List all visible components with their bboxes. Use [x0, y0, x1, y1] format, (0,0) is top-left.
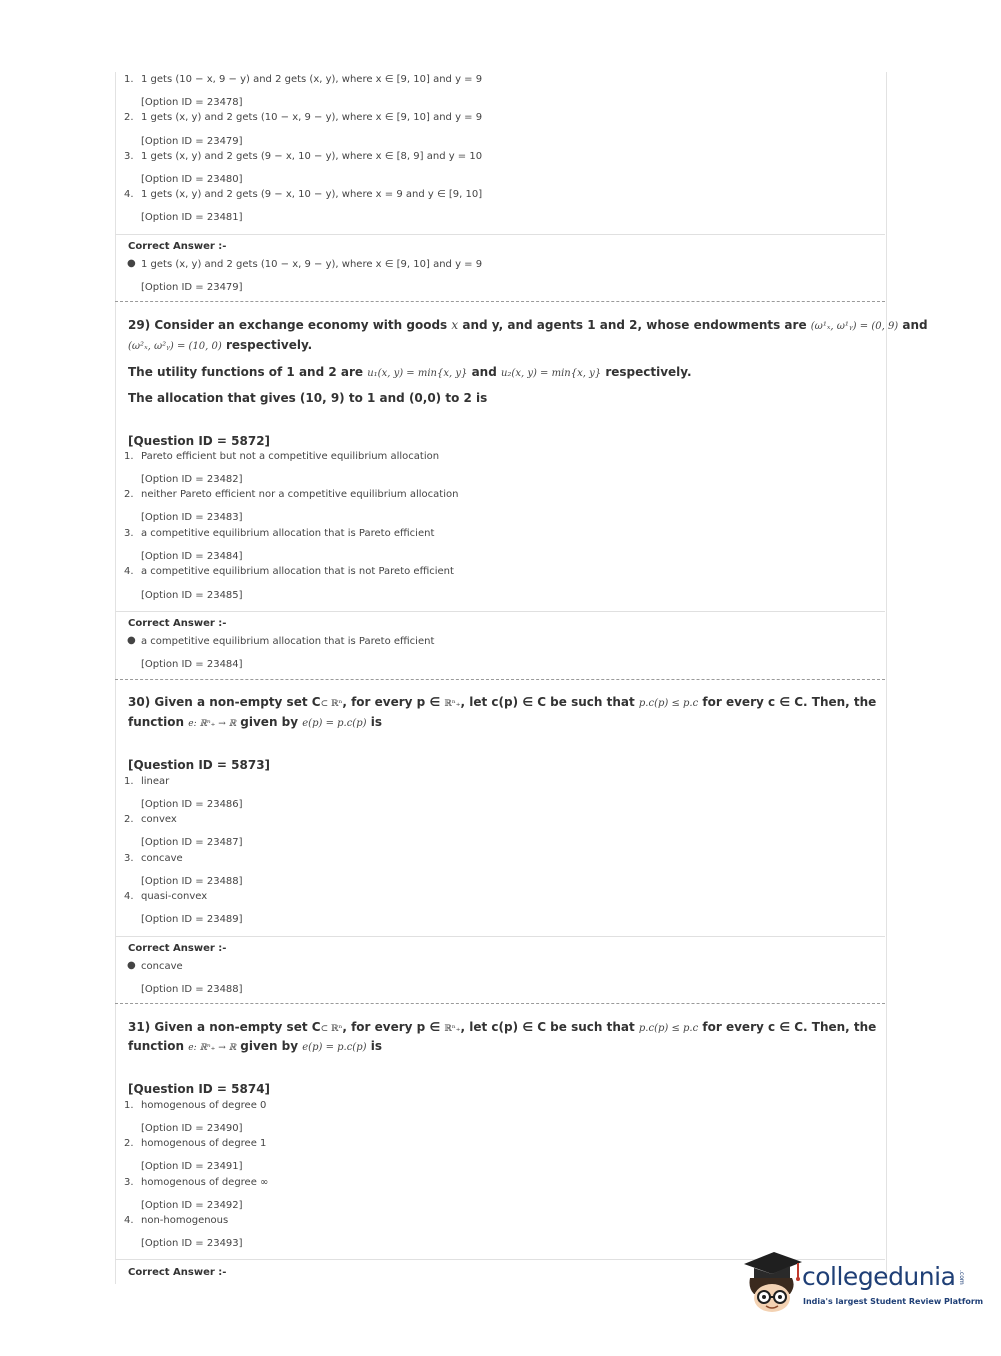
- option-text: a competitive equilibrium allocation that is Pareto efficient: [141, 528, 435, 539]
- option-text: homogenous of degree ∞: [141, 1177, 269, 1188]
- divider: [115, 936, 885, 937]
- option-id: [Option ID = 23487]: [141, 837, 243, 848]
- option-id: [Option ID = 23493]: [141, 1238, 243, 1249]
- option-number: 2.: [124, 489, 134, 500]
- question-text: The utility functions of 1 and 2 are u₁(x, y) = min{x, y} and u₂(x, y) = min{x, y} respectively.: [128, 365, 692, 379]
- option-id: [Option ID = 23478]: [141, 97, 243, 108]
- option-number: 4.: [124, 891, 134, 902]
- question-separator: [115, 679, 885, 680]
- option-text: homogenous of degree 1: [141, 1138, 267, 1149]
- option-id: [Option ID = 23484]: [141, 551, 243, 562]
- option-number: 3.: [124, 151, 134, 162]
- logo-tagline: India's largest Student Review Platform: [803, 1297, 984, 1306]
- option-id: [Option ID = 23488]: [141, 876, 243, 887]
- question-separator: [115, 301, 885, 302]
- divider: [115, 611, 885, 612]
- question-separator: [115, 1003, 885, 1004]
- question-text: The allocation that gives (10, 9) to 1 and (0,0) to 2 is: [128, 391, 488, 405]
- correct-answer-label: Correct Answer :-: [128, 618, 227, 629]
- option-id: [Option ID = 23481]: [141, 212, 243, 223]
- option-id: [Option ID = 23490]: [141, 1123, 243, 1134]
- option-number: 1.: [124, 451, 134, 462]
- question-text: function e: ℝⁿ₊ → ℝ given by e(p) = p.c(p) is: [128, 1039, 382, 1053]
- correct-answer-label: Correct Answer :-: [128, 241, 227, 252]
- question-text: 30) Given a non-empty set C⊂ ℝⁿ, for every p ∈ ℝⁿ₊, let c(p) ∈ C be such that p.c(p) ≤ p.c for every c ∈ C. Then, the: [128, 695, 877, 709]
- logo-dotcom: .com: [958, 1270, 965, 1285]
- divider: [115, 234, 885, 235]
- option-number: 3.: [124, 528, 134, 539]
- bullet: ●: [127, 635, 136, 646]
- option-text: 1 gets (x, y) and 2 gets (10 − x, 9 − y), where x ∈ [9, 10] and y = 9: [141, 112, 483, 123]
- option-text: non-homogenous: [141, 1215, 229, 1226]
- option-text: homogenous of degree 0: [141, 1100, 267, 1111]
- option-number: 4.: [124, 566, 134, 577]
- option-text: linear: [141, 776, 170, 787]
- option-number: 4.: [124, 189, 134, 200]
- option-number: 1.: [124, 74, 134, 85]
- option-id: [Option ID = 23492]: [141, 1200, 243, 1211]
- option-text: 1 gets (10 − x, 9 − y) and 2 gets (x, y), where x ∈ [9, 10] and y = 9: [141, 74, 483, 85]
- correct-answer-label: Correct Answer :-: [128, 943, 227, 954]
- option-id: [Option ID = 23479]: [141, 136, 243, 147]
- mascot-icon: [740, 1248, 804, 1316]
- bullet: ●: [127, 258, 136, 269]
- option-number: 2.: [124, 814, 134, 825]
- option-number: 1.: [124, 1100, 134, 1111]
- logo-wordmark: collegedunia: [802, 1262, 956, 1291]
- option-text: 1 gets (x, y) and 2 gets (9 − x, 10 − y), where x = 9 and y ∈ [9, 10]: [141, 189, 483, 200]
- option-id: [Option ID = 23480]: [141, 174, 243, 185]
- option-id: [Option ID = 23483]: [141, 512, 243, 523]
- correct-option-id: [Option ID = 23479]: [141, 282, 243, 293]
- correct-answer-label: Correct Answer :-: [128, 1267, 227, 1278]
- correct-answer-text: 1 gets (x, y) and 2 gets (10 − x, 9 − y), where x ∈ [9, 10] and y = 9: [141, 259, 483, 270]
- correct-option-id: [Option ID = 23484]: [141, 659, 243, 670]
- question-text: 31) Given a non-empty set C⊂ ℝⁿ, for every p ∈ ℝⁿ₊, let c(p) ∈ C be such that p.c(p) ≤ p.c for every c ∈ C. Then, the: [128, 1020, 877, 1034]
- option-text: a competitive equilibrium allocation that is not Pareto efficient: [141, 566, 454, 577]
- correct-option-id: [Option ID = 23488]: [141, 984, 243, 995]
- correct-answer-text: a competitive equilibrium allocation that is Pareto efficient: [141, 636, 435, 647]
- option-id: [Option ID = 23485]: [141, 590, 243, 601]
- question-id: [Question ID = 5874]: [128, 1082, 271, 1096]
- question-id: [Question ID = 5873]: [128, 758, 271, 772]
- option-number: 3.: [124, 1177, 134, 1188]
- question-text: (ω²ₓ, ω²ᵧ) = (10, 0) respectively.: [128, 338, 313, 352]
- option-text: concave: [141, 853, 183, 864]
- option-text: Pareto efficient but not a competitive equilibrium allocation: [141, 451, 440, 462]
- option-id: [Option ID = 23489]: [141, 914, 243, 925]
- option-text: quasi-convex: [141, 891, 208, 902]
- question-text: 29) Consider an exchange economy with goods x and y, and agents 1 and 2, whose endowments are (ω¹ₓ, ω¹ᵧ) = (0, 9) and: [128, 318, 928, 332]
- option-id: [Option ID = 23486]: [141, 799, 243, 810]
- question-text: function e: ℝⁿ₊ → ℝ given by e(p) = p.c(p) is: [128, 715, 382, 729]
- option-text: convex: [141, 814, 177, 825]
- option-id: [Option ID = 23491]: [141, 1161, 243, 1172]
- bullet: ●: [127, 960, 136, 971]
- option-number: 2.: [124, 112, 134, 123]
- question-id: [Question ID = 5872]: [128, 434, 271, 448]
- option-number: 3.: [124, 853, 134, 864]
- option-number: 4.: [124, 1215, 134, 1226]
- option-id: [Option ID = 23482]: [141, 474, 243, 485]
- option-number: 2.: [124, 1138, 134, 1149]
- option-text: neither Pareto efficient nor a competitive equilibrium allocation: [141, 489, 459, 500]
- option-number: 1.: [124, 776, 134, 787]
- correct-answer-text: concave: [141, 961, 183, 972]
- option-text: 1 gets (x, y) and 2 gets (9 − x, 10 − y), where x ∈ [8, 9] and y = 10: [141, 151, 483, 162]
